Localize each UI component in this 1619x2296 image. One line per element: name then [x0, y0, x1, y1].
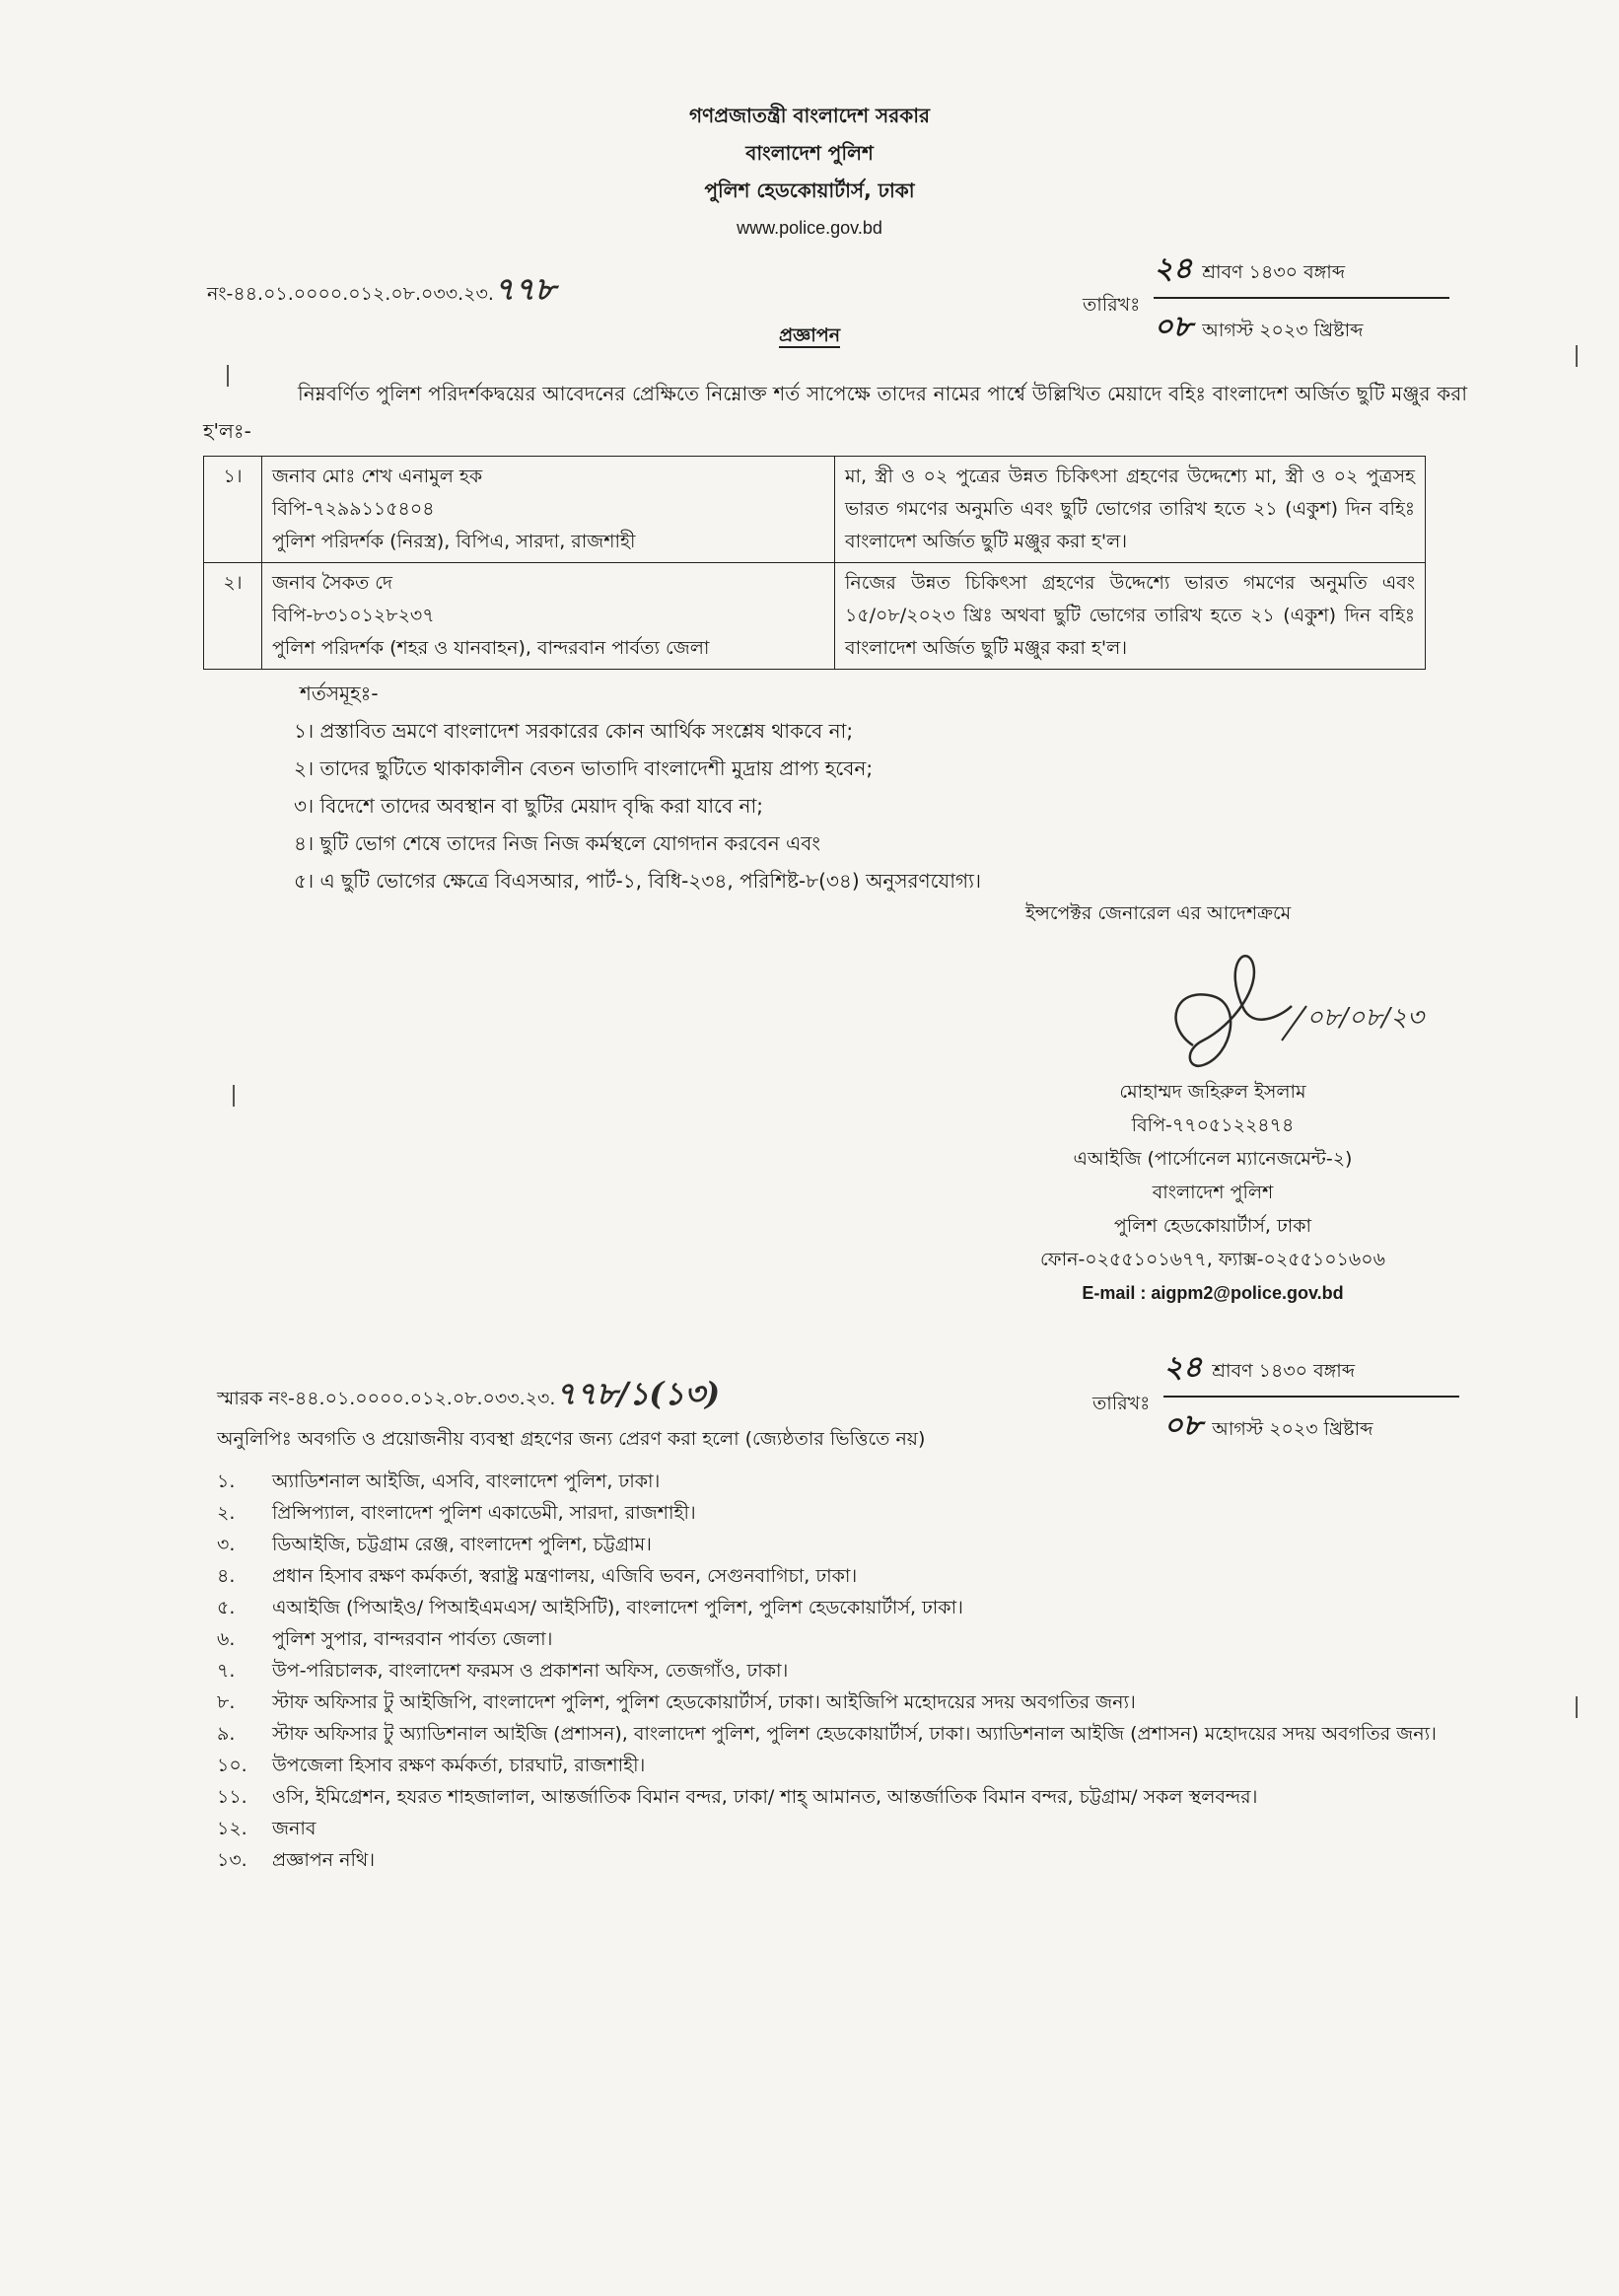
letterhead — [0, 97, 1619, 247]
signatory-name: মোহাম্মদ জহিরুল ইসলাম — [1119, 1081, 1306, 1103]
list-item: ৭. উপ-পরিচালক, বাংলাদেশ ফরমস ও প্রকাশনা অফিস, তেজগাঁও, ঢাকা। — [217, 1660, 789, 1682]
signatory-phone: ফোন-০২৫৫১০১৬৭৭, ফ্যাক্স-০২৫৫১০১৬০৬ — [1040, 1249, 1385, 1270]
conditions — [294, 675, 981, 899]
signature-date: ০৮/০৮/২৩ — [1306, 1003, 1424, 1033]
reference-number — [207, 264, 555, 318]
reference-number-text: নং-৪৪.০১.০০০০.০১২.০৮.০৩৩.২৩. — [207, 283, 494, 305]
officer-bp: বিপি-৮৩১০১২৮২৩৭ — [272, 605, 435, 626]
date-month-bn: শ্রাবণ ১৪৩০ বঙ্গাব্দ — [1202, 261, 1346, 283]
memo-number — [217, 1369, 720, 1422]
officer-cell — [262, 563, 835, 670]
list-item: ৬. পুলিশ সুপার, বান্দরবান পার্বত্য জেলা। — [217, 1628, 553, 1650]
list-item: ১১. ওসি, ইমিগ্রেশন, হযরত শাহজালাল, আন্তর্জাতিক বিমান বন্দর, ঢাকা/ শাহ্ আমানত, আন্তর্জাতিক বিমান বন্দর, চট্টগ্রাম/ সকল স্থলবন্দর। — [217, 1786, 1258, 1808]
list-item: ৯. স্টাফ অফিসার টু অ্যাডিশনাল আইজি (প্রশাসন), বাংলাদেশ পুলিশ, পুলিশ হেডকোয়ার্টার্স, ঢাকা। অ্যাডিশনাল আইজি (প্রশাসন) মহোদয়ের সদয় অবগতির জন্য। — [217, 1723, 1437, 1745]
leave-reason: মা, স্ত্রী ও ০২ পুত্রের উন্নত চিকিৎসা গ্রহণের উদ্দেশ্যে মা, স্ত্রী ও ০২ পুত্রসহ ভারত গমণের অনুমতি এবং ছুটি ভোগের তারিখ হতে ২১ (একুশ) দিন বহিঃ বাংলাদেশ অর্জিত ছুটি মঞ্জুর করা হ'ল। — [835, 457, 1426, 563]
memo-month-en: আগস্ট ২০২৩ খ্রিষ্টাব্দ — [1212, 1418, 1373, 1440]
officer-post: পুলিশ পরিদর্শক (শহর ও যানবাহন), বান্দরবান পার্বত্য জেলা — [272, 637, 710, 659]
list-item: ১০. উপজেলা হিসাব রক্ষণ কর্মকর্তা, চারঘাট, রাজশাহী। — [217, 1755, 646, 1776]
memo-handwritten: ৭৭৮/১(১৩) — [555, 1375, 721, 1412]
condition-item: ৫। এ ছুটি ভোগের ক্ষেত্রে বিএসআর, পার্ট-১, বিধি-২৩৪, পরিশিষ্ট-৮(৩৪) অনুসরণযোগ্য। — [294, 869, 982, 893]
office-name: পুলিশ হেডকোয়ার্টার্স, ঢাকা — [704, 179, 915, 202]
reference-handwritten: ৭৭৮ — [493, 270, 556, 308]
scan-mark — [233, 1085, 235, 1107]
list-item: ৮. স্টাফ অফিসার টু আইজিপি, বাংলাদেশ পুলিশ, পুলিশ হেডকোয়ার্টার্স, ঢাকা। আইজিপি মহোদয়ের সদয় অবগতির জন্য। — [217, 1691, 1136, 1713]
dept-name: বাংলাদেশ পুলিশ — [745, 141, 874, 165]
officer-cell — [262, 457, 835, 563]
list-item: ৫. এআইজি (পিআইও/ পিআইএমএস/ আইসিটি), বাংলাদেশ পুলিশ, পুলিশ হেডকোয়ার্টার্স, ঢাকা। — [217, 1597, 963, 1618]
signatory-designation: এআইজি (পার্সোনেল ম্যানেজমেন্ট-২) — [1073, 1148, 1353, 1170]
order-by: ইন্সপেক্টর জেনারেল এর আদেশক্রমে — [1025, 902, 1292, 924]
scan-mark — [227, 365, 229, 387]
website: www.police.gov.bd — [737, 218, 882, 238]
signature — [1134, 947, 1489, 1095]
signatory-office: পুলিশ হেডকোয়ার্টার্স, ঢাকা — [1113, 1215, 1312, 1237]
memo-day-bn: ২৪ — [1163, 1350, 1203, 1385]
condition-item: ২। তাদের ছুটিতে থাকাকালীন বেতন ভাতাদি বাংলাদেশী মুদ্রায় প্রাপ্য হবেন; — [294, 756, 874, 780]
officer-post: পুলিশ পরিদর্শক (নিরস্ত্র), বিপিএ, সারদা, রাজশাহী — [272, 531, 636, 552]
list-item: ২. প্রিন্সিপ্যাল, বাংলাদেশ পুলিশ একাডেমী, সারদা, রাজশাহী। — [217, 1502, 696, 1524]
condition-item: ৪। ছুটি ভোগ শেষে তাদের নিজ নিজ কর্মস্থলে যোগদান করবেন এবং — [294, 831, 820, 855]
list-item: ১. অ্যাডিশনাল আইজি, এসবি, বাংলাদেশ পুলিশ, ঢাকা। — [217, 1471, 661, 1492]
memo-date-divider — [1163, 1396, 1459, 1398]
list-item: ১২. জনাব — [217, 1818, 317, 1839]
list-item: ৩. ডিআইজি, চট্টগ্রাম রেঞ্জ, বাংলাদেশ পুলিশ, চট্টগ্রাম। — [217, 1534, 652, 1555]
leave-reason: নিজের উন্নত চিকিৎসা গ্রহণের উদ্দেশ্যে ভারত গমণের অনুমতি এবং ১৫/০৮/২০২৩ খ্রিঃ অথবা ছুটি ভোগের তারিখ হতে ২১ (একুশ) দিন বহিঃ বাংলাদেশ অর্জিত ছুটি মঞ্জুর করা হ'ল। — [835, 563, 1426, 670]
memo-date-label: তারিখঃ — [1092, 1393, 1151, 1414]
officer-bp: বিপি-৭২৯৯১১৫৪০৪ — [272, 498, 435, 520]
distribution — [217, 1422, 1469, 1876]
list-item: ৪. প্রধান হিসাব রক্ষণ কর্মকর্তা, স্বরাষ্ট্র মন্ত্রণালয়, এজিবি ভবন, সেগুনবাগিচা, ঢাকা। — [217, 1565, 858, 1587]
table-row — [204, 563, 1426, 670]
signatory-bp: বিপি-৭৭০৫১২২৪৭৪ — [1131, 1114, 1295, 1136]
intro-paragraph: নিম্নবর্ণিত পুলিশ পরিদর্শকদ্বয়ের আবেদনের প্রেক্ষিতে নিম্নোক্ত শর্ত সাপেক্ষে তাদের নামের পার্শ্বে উল্লিখিত মেয়াদে বহিঃ বাংলাদেশ অর্জিত ছুটি মঞ্জুর করা হ'লঃ- — [203, 382, 1467, 443]
signatory-email: E-mail : aigpm2@police.gov.bd — [1082, 1283, 1344, 1303]
leave-table — [203, 456, 1426, 670]
govt-name: গণপ্রজাতন্ত্রী বাংলাদেশ সরকার — [689, 104, 930, 127]
officer-name: জনাব সৈকত দে — [272, 572, 392, 594]
row-serial: ২। — [204, 563, 262, 670]
officer-name: জনাব মোঃ শেখ এনামুল হক — [272, 466, 483, 487]
date-day-en: ০৮ — [1154, 310, 1193, 344]
scan-mark — [1576, 345, 1578, 367]
memo-number-text: স্মারক নং-৪৪.০১.০০০০.০১২.০৮.০৩৩.২৩. — [217, 1388, 556, 1409]
distribution-intro: অনুলিপিঃ অবগতি ও প্রয়োজনীয় ব্যবস্থা গ্রহণের জন্য প্রেরণ করা হলো (জ্যেষ্ঠতার ভিত্তিতে নয়) — [217, 1428, 926, 1450]
condition-item: ৩। বিদেশে তাদের অবস্থান বা ছুটির মেয়াদ বৃদ্ধি করা যাবে না; — [294, 794, 764, 818]
condition-item: ১। প্রস্তাবিত ভ্রমণে বাংলাদেশ সরকারের কোন আর্থিক সংশ্লেষ থাকবে না; — [294, 719, 854, 743]
memo-day-en: ০৮ — [1163, 1408, 1203, 1443]
date-label: তারিখঃ — [1083, 294, 1141, 316]
list-item: ১৩. প্রজ্ঞাপন নথি। — [217, 1849, 376, 1871]
scan-mark — [1576, 1696, 1578, 1718]
date-day-bn: ২৪ — [1154, 251, 1193, 286]
signature-block — [1016, 1075, 1410, 1310]
memo-month-bn: শ্রাবণ ১৪৩০ বঙ্গাব্দ — [1212, 1360, 1356, 1382]
date-month-en: আগস্ট ২০২৩ খ্রিষ্টাব্দ — [1202, 320, 1364, 341]
document-title: প্রজ্ঞাপন — [778, 324, 841, 346]
signatory-org: বাংলাদেশ পুলিশ — [1152, 1182, 1274, 1203]
conditions-heading: শর্তসমূহঃ- — [300, 682, 379, 705]
date-divider — [1154, 297, 1449, 299]
table-row — [204, 457, 1426, 563]
row-serial: ১। — [204, 457, 262, 563]
